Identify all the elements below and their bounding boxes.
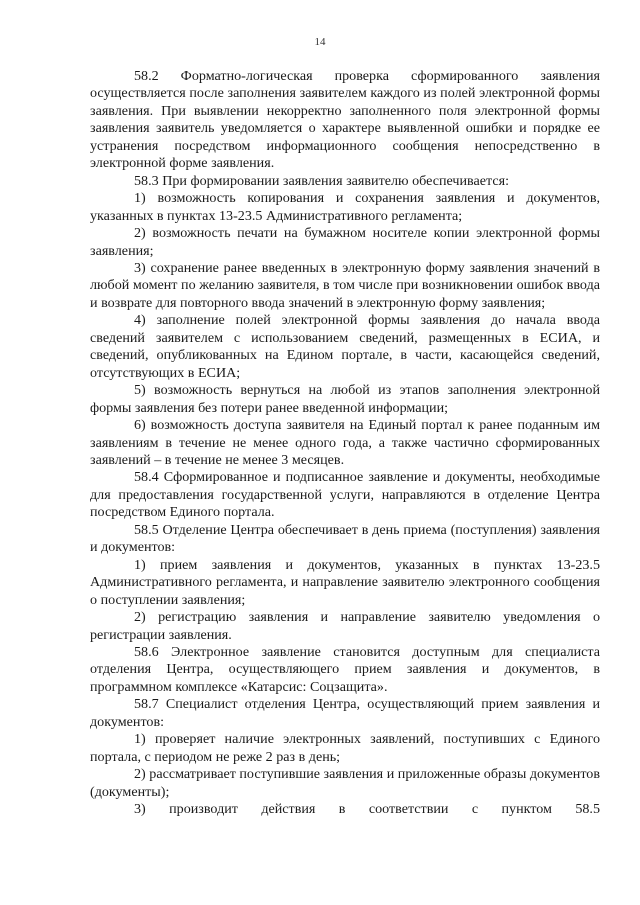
document-body xyxy=(90,68,600,818)
list-item-58-5-2: 2) регистрацию заявления и направление заявителю уведомления о регистрации заявления. xyxy=(90,609,600,643)
paragraph-58-5: 58.5 Отделение Центра обеспечивает в день приема (поступления) заявления и документов: xyxy=(90,521,600,556)
list-item-58-3-1: 1) возможность копирования и сохранения заявления и документов, указанных в пунктах 13-23.5 Административного регламента; xyxy=(90,190,600,224)
list-item-58-3-6: 6) возможность доступа заявителя на Единый портал к ранее поданным им заявлениям в течение не менее одного года, а также частично сформированных заявлений – в течение не менее 3 месяцев. xyxy=(90,417,600,468)
list-item-58-3-5: 5) возможность вернуться на любой из этапов заполнения электронной формы заявления без потери ранее введенной информации; xyxy=(90,382,600,416)
paragraph-58-3: 58.3 При формировании заявления заявителю обеспечивается: xyxy=(134,172,510,189)
paragraph-58-6: 58.6 Электронное заявление становится доступным для специалиста отделения Центра, осуществляющего прием заявления и документов, в программном комплексе «Катарсис: Соцзащита». xyxy=(90,643,600,695)
list-item-58-3-3: 3) сохранение ранее введенных в электронную форму заявления значений в любой момент по желанию заявителя, в том числе при возникновении ошибок ввода и возврате для повторного ввода значений в электронную форму заявления; xyxy=(90,259,600,311)
list-item-58-3-4: 4) заполнение полей электронной формы заявления до начала ввода сведений заявителем с использованием сведений, размещенных в ЕСИА, и сведений, опубликованных на Едином портале, в части, касающейся сведений, отсутствующих в ЕСИА; xyxy=(90,312,600,381)
paragraph-58-7: 58.7 Специалист отделения Центра, осуществляющий прием заявления и документов: xyxy=(90,696,600,730)
list-item-58-7-3: 3) производит действия в соответствии с пунктом 58.5 xyxy=(134,801,600,818)
list-item-58-7-2: 2) рассматривает поступившие заявления и приложенные образы документов (документы); xyxy=(90,766,600,800)
page-number: 14 xyxy=(314,36,326,48)
paragraph-58-4: 58.4 Сформированное и подписанное заявление и документы, необходимые для предоставления государственной услуги, направляются в отделение Центра посредством Единого портала. xyxy=(90,469,600,521)
list-item-58-5-1: 1) прием заявления и документов, указанных в пунктах 13-23.5 Административного регламента, и направление заявителю электронного сообщения о поступлении заявления; xyxy=(90,556,600,608)
list-item-58-3-2: 2) возможность печати на бумажном носителе копии электронной формы заявления; xyxy=(90,225,600,259)
paragraph-58-2: 58.2 Форматно-логическая проверка сформированного заявления осуществляется после заполнения заявителем каждого из полей электронной формы заявления. При выявлении некорректно заполненного поля электронной формы заявления заявитель уведомляется о характере выявленной ошибки и порядке ее устранения посредством информационного сообщения непосредственно в электронной форме заявления. xyxy=(90,68,600,172)
list-item-58-7-1: 1) проверяет наличие электронных заявлений, поступивших с Единого портала, с периодом не реже 2 раз в день; xyxy=(90,731,600,765)
